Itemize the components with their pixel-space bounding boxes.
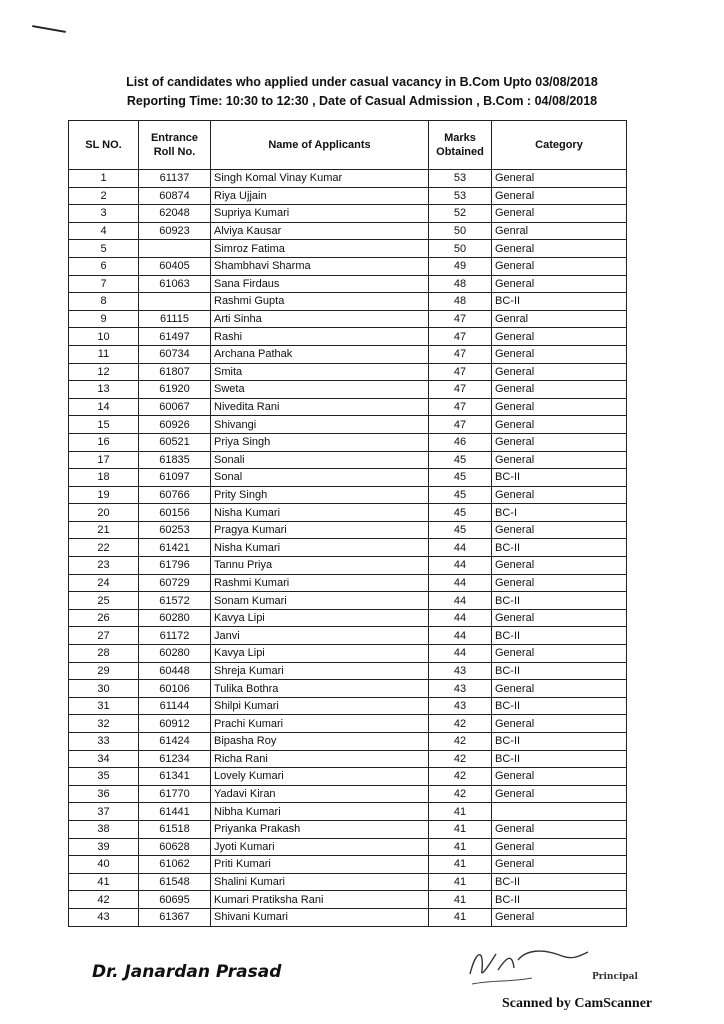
marks-cell: 46 xyxy=(429,433,492,451)
category-cell: General xyxy=(492,785,627,803)
sl-number-cell: 17 xyxy=(69,451,139,469)
table-row xyxy=(69,908,627,926)
table-row xyxy=(69,469,627,487)
category-cell: General xyxy=(492,838,627,856)
category-cell: General xyxy=(492,363,627,381)
sl-number-cell: 37 xyxy=(69,803,139,821)
roll-number-cell: 61172 xyxy=(139,627,211,645)
principal-label: Principal xyxy=(592,972,638,982)
applicant-name-cell: Prity Singh xyxy=(211,486,429,504)
column-header-marks: Marks Obtained xyxy=(429,121,492,170)
table-row xyxy=(69,557,627,575)
roll-number-cell: 61062 xyxy=(139,856,211,874)
roll-number-cell: 60734 xyxy=(139,345,211,363)
applicant-name-cell: Priti Kumari xyxy=(211,856,429,874)
marks-cell: 41 xyxy=(429,856,492,874)
category-cell: General xyxy=(492,433,627,451)
applicant-name-cell: Janvi xyxy=(211,627,429,645)
applicant-name-cell: Supriya Kumari xyxy=(211,205,429,223)
category-cell xyxy=(492,803,627,821)
table-row xyxy=(69,187,627,205)
table-row xyxy=(69,733,627,751)
sl-number-cell: 18 xyxy=(69,469,139,487)
reporting-info: Reporting Time: 10:30 to 12:30 , Date of Casual Admission , B.Com : 04/08/2018 xyxy=(126,94,598,108)
sl-number-cell: 38 xyxy=(69,820,139,838)
applicant-name-cell: Alviya Kausar xyxy=(211,222,429,240)
table-row xyxy=(69,645,627,663)
marks-cell: 43 xyxy=(429,680,492,698)
roll-number-cell: 60521 xyxy=(139,433,211,451)
signature-janardan-prasad: Dr. Janardan Prasad xyxy=(92,962,282,982)
category-cell: BC-II xyxy=(492,293,627,311)
sl-number-cell: 1 xyxy=(69,170,139,188)
category-cell: General xyxy=(492,170,627,188)
sl-number-cell: 21 xyxy=(69,521,139,539)
sl-number-cell: 32 xyxy=(69,715,139,733)
category-cell: General xyxy=(492,205,627,223)
applicant-name-cell: Nibha Kumari xyxy=(211,803,429,821)
sl-number-cell: 33 xyxy=(69,733,139,751)
applicant-name-cell: Shivangi xyxy=(211,416,429,434)
applicant-name-cell: Priyanka Prakash xyxy=(211,820,429,838)
applicant-name-cell: Archana Pathak xyxy=(211,345,429,363)
category-cell: General xyxy=(492,680,627,698)
applicant-name-cell: Sonam Kumari xyxy=(211,592,429,610)
table-row xyxy=(69,521,627,539)
category-cell: General xyxy=(492,328,627,346)
table-row xyxy=(69,838,627,856)
roll-number-cell: 60926 xyxy=(139,416,211,434)
category-cell: BC-II xyxy=(492,750,627,768)
sl-number-cell: 13 xyxy=(69,381,139,399)
sl-number-cell: 19 xyxy=(69,486,139,504)
marks-cell: 44 xyxy=(429,627,492,645)
category-cell: General xyxy=(492,240,627,258)
sl-number-cell: 24 xyxy=(69,574,139,592)
roll-number-cell: 60280 xyxy=(139,609,211,627)
candidates-table xyxy=(68,120,627,927)
table-row xyxy=(69,486,627,504)
sl-number-cell: 31 xyxy=(69,697,139,715)
roll-number-cell: 61137 xyxy=(139,170,211,188)
category-cell: General xyxy=(492,645,627,663)
marks-cell: 41 xyxy=(429,838,492,856)
table-row xyxy=(69,310,627,328)
table-row xyxy=(69,856,627,874)
principal-signature-icon xyxy=(462,940,592,990)
sl-number-cell: 29 xyxy=(69,662,139,680)
table-row xyxy=(69,803,627,821)
sl-number-cell: 36 xyxy=(69,785,139,803)
roll-number-cell: 61807 xyxy=(139,363,211,381)
marks-cell: 52 xyxy=(429,205,492,223)
sl-number-cell: 20 xyxy=(69,504,139,522)
column-header-name: Name of Applicants xyxy=(211,121,429,170)
applicant-name-cell: Pragya Kumari xyxy=(211,521,429,539)
applicant-name-cell: Priya Singh xyxy=(211,433,429,451)
sl-number-cell: 42 xyxy=(69,891,139,909)
sl-number-cell: 3 xyxy=(69,205,139,223)
marks-cell: 42 xyxy=(429,768,492,786)
category-cell: BC-II xyxy=(492,697,627,715)
table-row xyxy=(69,592,627,610)
sl-number-cell: 14 xyxy=(69,398,139,416)
category-cell: General xyxy=(492,521,627,539)
applicant-name-cell: Yadavi Kiran xyxy=(211,785,429,803)
sl-number-cell: 23 xyxy=(69,557,139,575)
marks-cell: 41 xyxy=(429,908,492,926)
applicant-name-cell: Shalini Kumari xyxy=(211,873,429,891)
marks-cell: 42 xyxy=(429,750,492,768)
pen-mark xyxy=(32,25,66,33)
sl-number-cell: 28 xyxy=(69,645,139,663)
applicant-name-cell: Singh Komal Vinay Kumar xyxy=(211,170,429,188)
marks-cell: 44 xyxy=(429,574,492,592)
table-row xyxy=(69,574,627,592)
marks-cell: 47 xyxy=(429,398,492,416)
applicant-name-cell: Riya Ujjain xyxy=(211,187,429,205)
roll-number-cell: 61144 xyxy=(139,697,211,715)
sl-number-cell: 5 xyxy=(69,240,139,258)
sl-number-cell: 4 xyxy=(69,222,139,240)
table-row xyxy=(69,891,627,909)
table-row xyxy=(69,381,627,399)
sl-number-cell: 35 xyxy=(69,768,139,786)
marks-cell: 43 xyxy=(429,662,492,680)
marks-cell: 45 xyxy=(429,486,492,504)
roll-number-cell: 61063 xyxy=(139,275,211,293)
table-row xyxy=(69,820,627,838)
applicant-name-cell: Shivani Kumari xyxy=(211,908,429,926)
table-row xyxy=(69,328,627,346)
table-row xyxy=(69,451,627,469)
roll-number-cell: 61421 xyxy=(139,539,211,557)
category-cell: General xyxy=(492,257,627,275)
table-row xyxy=(69,627,627,645)
category-cell: General xyxy=(492,557,627,575)
roll-number-cell: 60280 xyxy=(139,645,211,663)
marks-cell: 47 xyxy=(429,381,492,399)
sl-number-cell: 39 xyxy=(69,838,139,856)
roll-number-cell: 61548 xyxy=(139,873,211,891)
category-cell: Genral xyxy=(492,310,627,328)
category-cell: BC-II xyxy=(492,662,627,680)
table-row xyxy=(69,257,627,275)
marks-cell: 48 xyxy=(429,293,492,311)
sl-number-cell: 16 xyxy=(69,433,139,451)
sl-number-cell: 27 xyxy=(69,627,139,645)
sl-number-cell: 40 xyxy=(69,856,139,874)
marks-cell: 49 xyxy=(429,257,492,275)
category-cell: General xyxy=(492,768,627,786)
roll-number-cell: 61518 xyxy=(139,820,211,838)
roll-number-cell: 62048 xyxy=(139,205,211,223)
roll-number-cell: 60695 xyxy=(139,891,211,909)
table-row xyxy=(69,609,627,627)
table-row xyxy=(69,750,627,768)
sl-number-cell: 8 xyxy=(69,293,139,311)
marks-cell: 50 xyxy=(429,222,492,240)
category-cell: General xyxy=(492,451,627,469)
sl-number-cell: 41 xyxy=(69,873,139,891)
category-cell: Genral xyxy=(492,222,627,240)
table-row xyxy=(69,504,627,522)
table-row xyxy=(69,697,627,715)
roll-number-cell: 61572 xyxy=(139,592,211,610)
marks-cell: 53 xyxy=(429,187,492,205)
table-row xyxy=(69,293,627,311)
table-row xyxy=(69,222,627,240)
applicant-name-cell: Jyoti Kumari xyxy=(211,838,429,856)
table-row xyxy=(69,715,627,733)
applicant-name-cell: Prachi Kumari xyxy=(211,715,429,733)
applicant-name-cell: Kavya Lipi xyxy=(211,609,429,627)
applicant-name-cell: Arti Sinha xyxy=(211,310,429,328)
roll-number-cell: 60628 xyxy=(139,838,211,856)
applicant-name-cell: Nisha Kumari xyxy=(211,539,429,557)
roll-number-cell xyxy=(139,240,211,258)
marks-cell: 42 xyxy=(429,715,492,733)
applicant-name-cell: Shilpi Kumari xyxy=(211,697,429,715)
applicant-name-cell: Richa Rani xyxy=(211,750,429,768)
sl-number-cell: 12 xyxy=(69,363,139,381)
category-cell: BC-II xyxy=(492,627,627,645)
roll-number-cell: 61234 xyxy=(139,750,211,768)
marks-cell: 47 xyxy=(429,328,492,346)
category-cell: BC-I xyxy=(492,504,627,522)
marks-cell: 45 xyxy=(429,469,492,487)
sl-number-cell: 7 xyxy=(69,275,139,293)
sl-number-cell: 26 xyxy=(69,609,139,627)
roll-number-cell: 61835 xyxy=(139,451,211,469)
sl-number-cell: 43 xyxy=(69,908,139,926)
roll-number-cell: 61367 xyxy=(139,908,211,926)
applicant-name-cell: Rashmi Kumari xyxy=(211,574,429,592)
roll-number-cell: 60405 xyxy=(139,257,211,275)
roll-number-cell: 60766 xyxy=(139,486,211,504)
marks-cell: 41 xyxy=(429,873,492,891)
marks-cell: 44 xyxy=(429,592,492,610)
applicant-name-cell: Sonal xyxy=(211,469,429,487)
marks-cell: 50 xyxy=(429,240,492,258)
sl-number-cell: 22 xyxy=(69,539,139,557)
applicant-name-cell: Sonali xyxy=(211,451,429,469)
roll-number-cell: 61441 xyxy=(139,803,211,821)
applicant-name-cell: Kumari Pratiksha Rani xyxy=(211,891,429,909)
marks-cell: 42 xyxy=(429,733,492,751)
applicant-name-cell: Tannu Priya xyxy=(211,557,429,575)
column-header-sl: SL NO. xyxy=(69,121,139,170)
table-row xyxy=(69,398,627,416)
table-row xyxy=(69,363,627,381)
column-header-category: Category xyxy=(492,121,627,170)
roll-number-cell: 60912 xyxy=(139,715,211,733)
roll-number-cell xyxy=(139,293,211,311)
sl-number-cell: 10 xyxy=(69,328,139,346)
applicant-name-cell: Nivedita Rani xyxy=(211,398,429,416)
roll-number-cell: 60729 xyxy=(139,574,211,592)
sl-number-cell: 6 xyxy=(69,257,139,275)
table-row xyxy=(69,768,627,786)
marks-cell: 47 xyxy=(429,416,492,434)
marks-cell: 45 xyxy=(429,504,492,522)
marks-cell: 44 xyxy=(429,557,492,575)
roll-number-cell: 61920 xyxy=(139,381,211,399)
roll-number-cell: 61424 xyxy=(139,733,211,751)
marks-cell: 42 xyxy=(429,785,492,803)
category-cell: General xyxy=(492,416,627,434)
category-cell: General xyxy=(492,715,627,733)
table-row xyxy=(69,680,627,698)
applicant-name-cell: Tulika Bothra xyxy=(211,680,429,698)
marks-cell: 41 xyxy=(429,891,492,909)
marks-cell: 44 xyxy=(429,539,492,557)
category-cell: General xyxy=(492,486,627,504)
marks-cell: 53 xyxy=(429,170,492,188)
category-cell: General xyxy=(492,820,627,838)
table-row xyxy=(69,416,627,434)
roll-number-cell: 60067 xyxy=(139,398,211,416)
marks-cell: 41 xyxy=(429,803,492,821)
applicant-name-cell: Sana Firdaus xyxy=(211,275,429,293)
roll-number-cell: 60923 xyxy=(139,222,211,240)
applicant-name-cell: Rashmi Gupta xyxy=(211,293,429,311)
table-header-row xyxy=(69,121,627,170)
applicant-name-cell: Bipasha Roy xyxy=(211,733,429,751)
table-row xyxy=(69,275,627,293)
table-row xyxy=(69,345,627,363)
document-title: List of candidates who applied under casual vacancy in B.Com Upto 03/08/2018 xyxy=(126,75,598,89)
sl-number-cell: 15 xyxy=(69,416,139,434)
roll-number-cell: 61796 xyxy=(139,557,211,575)
marks-cell: 41 xyxy=(429,820,492,838)
applicant-name-cell: Kavya Lipi xyxy=(211,645,429,663)
roll-number-cell: 60874 xyxy=(139,187,211,205)
camscanner-watermark: Scanned by CamScanner xyxy=(502,996,653,1011)
sl-number-cell: 30 xyxy=(69,680,139,698)
table-row xyxy=(69,205,627,223)
category-cell: General xyxy=(492,574,627,592)
roll-number-cell: 60156 xyxy=(139,504,211,522)
category-cell: BC-II xyxy=(492,733,627,751)
category-cell: General xyxy=(492,856,627,874)
category-cell: General xyxy=(492,187,627,205)
applicant-name-cell: Shreja Kumari xyxy=(211,662,429,680)
column-header-roll: Entrance Roll No. xyxy=(139,121,211,170)
marks-cell: 47 xyxy=(429,345,492,363)
table-row xyxy=(69,539,627,557)
category-cell: General xyxy=(492,609,627,627)
category-cell: BC-II xyxy=(492,873,627,891)
applicant-name-cell: Simroz Fatima xyxy=(211,240,429,258)
sl-number-cell: 11 xyxy=(69,345,139,363)
table-row xyxy=(69,662,627,680)
category-cell: General xyxy=(492,908,627,926)
category-cell: BC-II xyxy=(492,469,627,487)
marks-cell: 48 xyxy=(429,275,492,293)
marks-cell: 44 xyxy=(429,645,492,663)
table-row xyxy=(69,873,627,891)
marks-cell: 44 xyxy=(429,609,492,627)
roll-number-cell: 60448 xyxy=(139,662,211,680)
marks-cell: 45 xyxy=(429,451,492,469)
table-row xyxy=(69,433,627,451)
table-row xyxy=(69,240,627,258)
applicant-name-cell: Lovely Kumari xyxy=(211,768,429,786)
roll-number-cell: 61115 xyxy=(139,310,211,328)
category-cell: General xyxy=(492,398,627,416)
category-cell: BC-II xyxy=(492,592,627,610)
marks-cell: 47 xyxy=(429,363,492,381)
marks-cell: 43 xyxy=(429,697,492,715)
roll-number-cell: 60253 xyxy=(139,521,211,539)
sl-number-cell: 25 xyxy=(69,592,139,610)
category-cell: BC-II xyxy=(492,891,627,909)
sl-number-cell: 9 xyxy=(69,310,139,328)
marks-cell: 47 xyxy=(429,310,492,328)
table-row xyxy=(69,170,627,188)
sl-number-cell: 2 xyxy=(69,187,139,205)
applicant-name-cell: Shambhavi Sharma xyxy=(211,257,429,275)
applicant-name-cell: Rashi xyxy=(211,328,429,346)
roll-number-cell: 60106 xyxy=(139,680,211,698)
applicant-name-cell: Sweta xyxy=(211,381,429,399)
category-cell: General xyxy=(492,275,627,293)
applicant-name-cell: Smita xyxy=(211,363,429,381)
roll-number-cell: 61770 xyxy=(139,785,211,803)
roll-number-cell: 61497 xyxy=(139,328,211,346)
table-row xyxy=(69,785,627,803)
category-cell: General xyxy=(492,345,627,363)
marks-cell: 45 xyxy=(429,521,492,539)
roll-number-cell: 61097 xyxy=(139,469,211,487)
category-cell: BC-II xyxy=(492,539,627,557)
roll-number-cell: 61341 xyxy=(139,768,211,786)
sl-number-cell: 34 xyxy=(69,750,139,768)
applicant-name-cell: Nisha Kumari xyxy=(211,504,429,522)
category-cell: General xyxy=(492,381,627,399)
